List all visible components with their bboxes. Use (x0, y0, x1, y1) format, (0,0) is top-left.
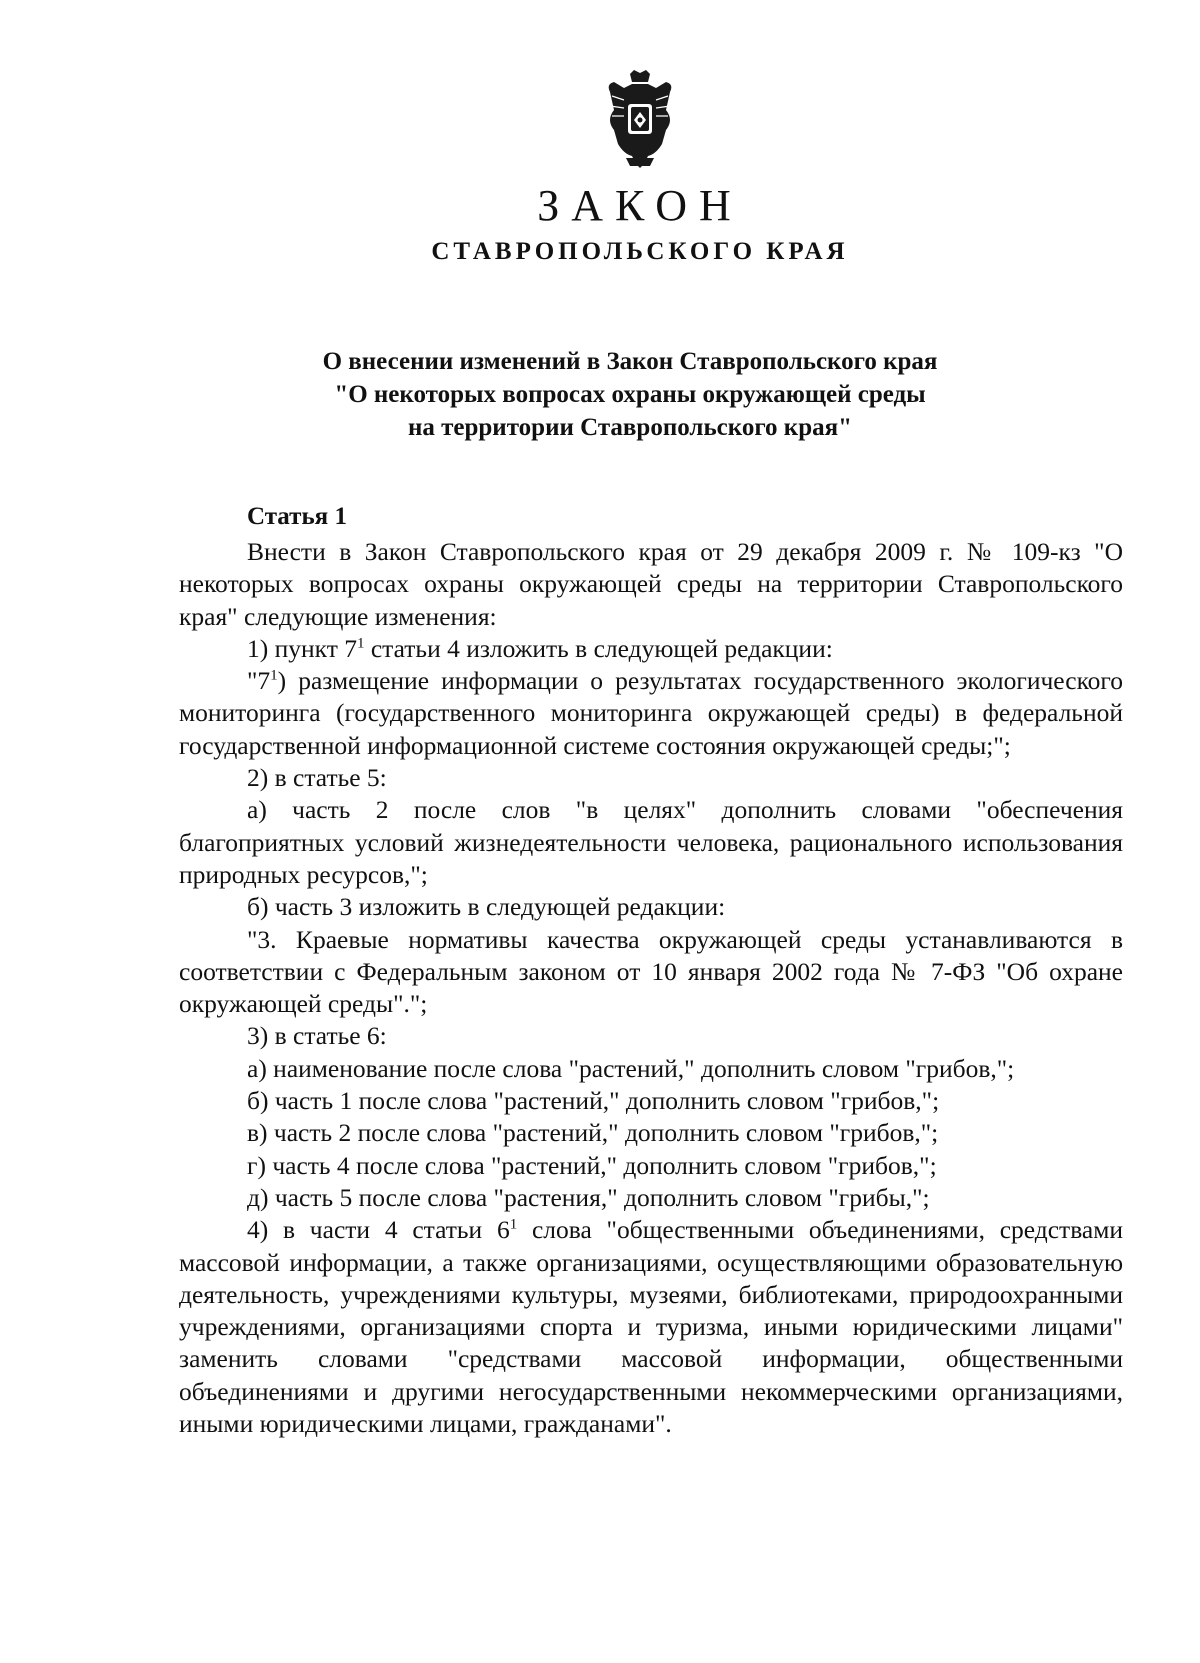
item-3c: в) часть 2 после слова "растений," дополнить словом "грибов,"; (247, 1118, 939, 1148)
article-intro: Внести в Закон Ставропольского края от 29 декабря 2009 г. № 109-кз "О некоторых вопросах охраны окружающей среды на территории Ставропольского края" следующие изменения: (179, 537, 1123, 631)
item-2b-quote: "3. Краевые нормативы качества окружающей среды устанавливаются в соответствии с Федеральным законом от 10 января 2002 года № 7-ФЗ "Об охране окружающей среды"."; (179, 924, 1123, 1019)
heading-line-2: "О некоторых вопросах охраны окружающей среды (334, 381, 926, 408)
item-3e: д) часть 5 после слова "растения," дополнить словом "грибы,"; (247, 1182, 930, 1212)
article-body (179, 536, 1123, 1440)
heading-line-1: О внесении изменений в Закон Ставропольского края (322, 348, 938, 375)
document-heading (0, 345, 1200, 444)
law-title: ЗАКОН (537, 181, 743, 230)
item-2a: а) часть 2 после слов "в целях" дополнить словами "обеспечения благоприятных условий жизнедеятельности человека, рационального использования природных ресурсов,"; (179, 795, 1123, 889)
item-4: 4) в части 4 статьи $6^1$ слова "общественными объединениями, средствами массовой информации, а также организациями, осуществляющими образовательную деятельность, учреждениями культуры, музеями, библиотеками, природоохранными учреждениями, организациями спорта и туризма, иными юридическими лицами" заменить словами "средствами массовой информации, общественными объединениями и другими негосударственными некоммерческими организациями, иными юридическими лицами, гражданами". (179, 1215, 1124, 1439)
item-2: 2) в статье 5: (247, 763, 387, 793)
coat-of-arms-icon (604, 70, 676, 170)
heading-line-3: на территории Ставропольского края" (407, 414, 853, 441)
law-region: СТАВРОПОЛЬСКОГО КРАЯ (431, 238, 849, 265)
item-3a: а) наименование после слова "растений," дополнить словом "грибов,"; (247, 1053, 1015, 1083)
item-1: 1) пункт $7^1$ статьи 4 изложить в следующей редакции: (247, 633, 833, 663)
item-3d: г) часть 4 после слова "растений," дополнить словом "грибов,"; (247, 1150, 937, 1180)
item-3: 3) в статье 6: (247, 1021, 387, 1051)
item-3b: б) часть 1 после слова "растений," дополнить словом "грибов,"; (247, 1086, 940, 1116)
item-2b: б) часть 3 изложить в следующей редакции: (247, 892, 726, 922)
item-1-quote: "$7^1$) размещение информации о результатах государственного экологического мониторинга (государственного мониторинга окружающей среды) в федеральной государственной информационной системе состояния окружающей среды;"; (179, 666, 1123, 760)
article-title: Статья 1 (247, 503, 347, 530)
